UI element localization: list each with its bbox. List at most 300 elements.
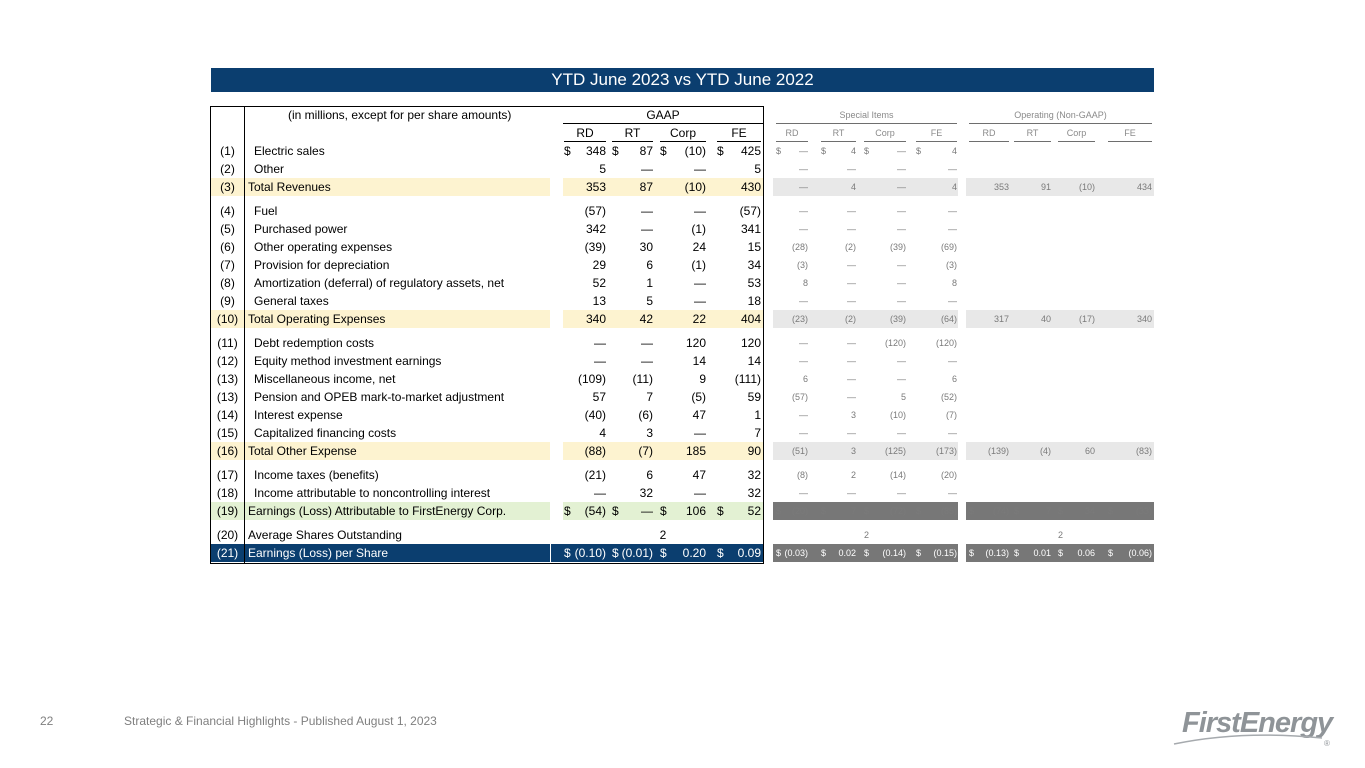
special-dollar-sign: $	[864, 548, 870, 558]
special-value: —	[799, 224, 808, 234]
special-value: —	[799, 356, 808, 366]
operating-value: 40	[1040, 314, 1051, 324]
gaap-dollar-sign: $	[717, 144, 724, 158]
operating-value: 34	[1084, 506, 1095, 516]
special-value: (64)	[940, 314, 957, 324]
special-value: (20)	[791, 506, 808, 516]
special-value: —	[799, 410, 808, 420]
row-number: (14)	[216, 408, 239, 422]
gaap-value: 340	[585, 312, 606, 326]
logo-wordmark: FirstEnergy	[1182, 707, 1333, 739]
special-value: —	[847, 206, 856, 216]
operating-shares-value: 2	[1057, 530, 1063, 540]
special-col-header: Corp	[875, 128, 895, 138]
special-value: —	[799, 428, 808, 438]
special-value: 2	[850, 470, 856, 480]
special-value: —	[847, 428, 856, 438]
gaap-value: 404	[740, 312, 761, 326]
gaap-value: 430	[740, 180, 761, 194]
special-value: (28)	[791, 242, 808, 252]
gaap-value: 52	[592, 276, 606, 290]
gaap-value: —	[694, 204, 706, 218]
gaap-value: (111)	[734, 372, 761, 386]
special-value: —	[948, 488, 957, 498]
gaap-value: —	[594, 336, 606, 350]
table-row	[0, 424, 1365, 442]
gaap-value: 9	[699, 372, 706, 386]
gaap-col-header: RT	[624, 126, 641, 140]
operating-value: 0.01	[1033, 548, 1051, 558]
operating-value: 353	[993, 182, 1009, 192]
gaap-value: —	[641, 504, 653, 518]
table-row	[0, 406, 1365, 424]
special-value: —	[948, 296, 957, 306]
gaap-value: (10)	[684, 144, 706, 158]
special-dollar-sign: $	[821, 548, 827, 558]
firstenergy-logo-svg	[1172, 700, 1342, 748]
special-value: —	[948, 428, 957, 438]
special-group-underline	[776, 123, 957, 124]
table-row	[0, 220, 1365, 238]
gaap-value: 52	[747, 504, 761, 518]
operating-dollar-sign: $	[969, 506, 975, 516]
table-row	[0, 544, 1365, 562]
table-row	[0, 352, 1365, 370]
page-number: 22	[40, 714, 54, 728]
row-number: (19)	[216, 504, 239, 518]
table-row	[0, 292, 1365, 310]
table-row	[0, 466, 1365, 484]
special-value: (39)	[889, 314, 906, 324]
gaap-value: 57	[592, 390, 606, 404]
special-value: 6	[951, 374, 957, 384]
table-row	[0, 388, 1365, 406]
special-value: —	[897, 428, 906, 438]
gaap-value: —	[594, 486, 606, 500]
operating-col-header: RT	[1026, 128, 1039, 138]
special-value: —	[897, 278, 906, 288]
operating-dollar-sign: $	[1108, 506, 1114, 516]
table-row	[0, 442, 1365, 460]
gaap-value: —	[641, 222, 653, 236]
gaap-value: 29	[592, 258, 606, 272]
gaap-col-header: FE	[731, 126, 747, 140]
row-label: Average Shares Outstanding	[248, 528, 402, 542]
gaap-value: 5	[754, 162, 761, 176]
gaap-dollar-sign: $	[612, 546, 619, 560]
gaap-col-header: RD	[576, 126, 594, 140]
special-value: —	[897, 260, 906, 270]
operating-value: (17)	[1078, 314, 1095, 324]
special-items-label: Special Items	[839, 110, 894, 120]
gaap-value: 185	[685, 444, 706, 458]
gaap-value: 47	[692, 468, 706, 482]
operating-value: 91	[1040, 182, 1051, 192]
gaap-value: 42	[639, 312, 653, 326]
special-value: (8)	[797, 470, 808, 480]
special-value: —	[897, 182, 906, 192]
special-value: (69)	[940, 242, 957, 252]
special-value: —	[847, 338, 856, 348]
gaap-value: 0.20	[682, 546, 706, 560]
operating-value: (0.06)	[1128, 548, 1152, 558]
special-dollar-sign: $	[916, 548, 922, 558]
gaap-value: —	[641, 204, 653, 218]
special-dollar-sign: $	[776, 506, 782, 516]
gaap-value: 34	[747, 258, 761, 272]
special-dollar-sign: $	[821, 146, 827, 156]
operating-label: Operating (Non-GAAP)	[1014, 110, 1107, 120]
operating-value: (0.13)	[985, 548, 1009, 558]
gaap-value: (10)	[684, 180, 706, 194]
table-row	[0, 274, 1365, 292]
gaap-group-underline	[563, 123, 763, 124]
row-number: (7)	[220, 258, 235, 272]
table-row	[0, 370, 1365, 388]
special-value: (0.03)	[784, 548, 808, 558]
special-value: 3	[850, 446, 856, 456]
special-value: 0.02	[838, 548, 856, 558]
special-value: —	[799, 146, 808, 156]
special-value: (2)	[845, 314, 856, 324]
gaap-value: 5	[599, 162, 606, 176]
operating-dollar-sign: $	[1014, 506, 1020, 516]
gaap-value: —	[641, 354, 653, 368]
row-number: (6)	[220, 240, 235, 254]
special-value: —	[847, 488, 856, 498]
special-value: (57)	[791, 392, 808, 402]
row-number: (18)	[216, 486, 239, 500]
row-number: (20)	[216, 528, 239, 542]
special-value: (120)	[884, 338, 906, 348]
special-value: —	[847, 164, 856, 174]
special-value: —	[948, 356, 957, 366]
special-dollar-sign: $	[776, 146, 782, 156]
special-value: 8	[951, 278, 957, 288]
special-value: —	[897, 374, 906, 384]
gaap-value: 30	[639, 240, 653, 254]
gaap-value: (88)	[584, 444, 606, 458]
special-value: —	[799, 338, 808, 348]
gaap-value: 18	[747, 294, 761, 308]
special-value: (120)	[935, 338, 957, 348]
row-label: Debt redemption costs	[254, 336, 375, 350]
gaap-value: —	[694, 162, 706, 176]
special-value: —	[799, 164, 808, 174]
row-label: Total Other Expense	[248, 444, 357, 458]
operating-value: (4)	[1040, 446, 1051, 456]
special-value: (51)	[791, 446, 808, 456]
gaap-value: 6	[646, 258, 653, 272]
gaap-value: —	[594, 354, 606, 368]
gaap-dollar-sign: $	[564, 144, 571, 158]
gaap-value: —	[694, 294, 706, 308]
special-value: —	[799, 296, 808, 306]
special-value: —	[799, 182, 808, 192]
special-value: (2)	[845, 242, 856, 252]
gaap-value: 7	[646, 390, 653, 404]
special-value: —	[847, 224, 856, 234]
special-value: (39)	[889, 242, 906, 252]
special-value: —	[847, 260, 856, 270]
header-row-columns	[0, 124, 1365, 142]
gaap-value: 425	[740, 144, 761, 158]
special-value: —	[847, 374, 856, 384]
special-dollar-sign: $	[776, 548, 782, 558]
row-label: Other	[254, 162, 285, 176]
gaap-value: (0.10)	[574, 546, 606, 560]
gaap-value: 22	[692, 312, 706, 326]
row-number: (15)	[216, 426, 239, 440]
special-value: (85)	[940, 506, 957, 516]
gaap-value: —	[694, 486, 706, 500]
operating-value: (139)	[987, 446, 1009, 456]
table-row	[0, 334, 1365, 352]
row-number: (13)	[216, 390, 239, 404]
row-label: Miscellaneous income, net	[254, 372, 396, 386]
gaap-dollar-sign: $	[717, 504, 724, 518]
special-value: —	[948, 164, 957, 174]
gaap-label: GAAP	[646, 108, 680, 122]
special-value: —	[799, 488, 808, 498]
row-label: General taxes	[254, 294, 329, 308]
row-label: Capitalized financing costs	[254, 426, 397, 440]
operating-value: (10)	[1078, 182, 1095, 192]
operating-value: 60	[1084, 446, 1095, 456]
gaap-dollar-sign: $	[660, 144, 667, 158]
special-value: (3)	[946, 260, 957, 270]
special-value: (52)	[940, 392, 957, 402]
operating-value: (33)	[1135, 506, 1152, 516]
gaap-value: 32	[639, 486, 653, 500]
row-number: (5)	[220, 222, 235, 236]
gaap-value: (5)	[691, 390, 706, 404]
gaap-value: (109)	[577, 372, 606, 386]
special-value: 3	[850, 410, 856, 420]
operating-col-header: FE	[1124, 128, 1136, 138]
gaap-value: (6)	[638, 408, 653, 422]
special-dollar-sign: $	[821, 506, 827, 516]
operating-value: (83)	[1135, 446, 1152, 456]
special-value: (10)	[889, 410, 906, 420]
operating-value: 317	[993, 314, 1009, 324]
special-value: 4	[850, 182, 856, 192]
gaap-dollar-sign: $	[660, 504, 667, 518]
special-value: (173)	[935, 446, 957, 456]
special-value: 5	[900, 392, 906, 402]
gaap-value: 0.09	[737, 546, 761, 560]
gaap-value: (0.01)	[621, 546, 653, 560]
operating-group-underline	[969, 123, 1152, 124]
table-row	[0, 238, 1365, 256]
gaap-dollar-sign: $	[564, 504, 571, 518]
special-dollar-sign: $	[916, 146, 922, 156]
gaap-col-header: Corp	[669, 126, 696, 140]
table-row	[0, 502, 1365, 520]
gaap-dollar-sign: $	[564, 546, 571, 560]
special-col-header: RT	[832, 128, 845, 138]
gaap-value: (11)	[632, 372, 653, 386]
special-col-header: FE	[930, 128, 943, 138]
row-label: Total Operating Expenses	[248, 312, 386, 326]
special-value: (3)	[797, 260, 808, 270]
gaap-dollar-sign: $	[660, 546, 667, 560]
special-shares-value: 2	[863, 530, 869, 540]
gaap-value: 13	[592, 294, 606, 308]
row-number: (16)	[216, 444, 239, 458]
table-row	[0, 160, 1365, 178]
special-value: (0.14)	[882, 548, 906, 558]
special-dollar-sign: $	[864, 146, 870, 156]
row-label: Pension and OPEB mark-to-market adjustment	[254, 390, 505, 404]
row-label: Other operating expenses	[254, 240, 393, 254]
special-value: (7)	[946, 410, 957, 420]
table-row	[0, 526, 1365, 544]
gaap-value: (40)	[584, 408, 606, 422]
row-label: Earnings (Loss) per Share	[248, 546, 389, 560]
row-label: Income taxes (benefits)	[254, 468, 379, 482]
row-number: (4)	[220, 204, 235, 218]
gaap-shares-value: 2	[659, 528, 667, 542]
gaap-value: 24	[692, 240, 706, 254]
row-number: (10)	[216, 312, 239, 326]
row-number: (17)	[216, 468, 239, 482]
firstenergy-logo	[1172, 700, 1342, 753]
gaap-value: (57)	[584, 204, 606, 218]
gaap-value: 14	[692, 354, 706, 368]
gaap-value: (7)	[638, 444, 653, 458]
row-number: (3)	[220, 180, 235, 194]
operating-value: 0.06	[1077, 548, 1095, 558]
gaap-value: 32	[747, 486, 761, 500]
gaap-value: (1)	[691, 258, 706, 272]
gaap-value: (54)	[584, 504, 606, 518]
row-number: (1)	[220, 144, 235, 158]
special-value: —	[847, 392, 856, 402]
gaap-value: 15	[747, 240, 761, 254]
operating-value: 434	[1136, 182, 1152, 192]
gaap-value: 7	[754, 426, 761, 440]
special-value: —	[897, 164, 906, 174]
operating-col-header: RD	[982, 128, 996, 138]
line-number-separator	[244, 106, 245, 564]
gaap-value: (1)	[691, 222, 706, 236]
gaap-value: 106	[685, 504, 706, 518]
special-value: —	[897, 224, 906, 234]
gaap-value: 1	[754, 408, 761, 422]
gaap-value: 120	[740, 336, 761, 350]
row-number: (9)	[220, 294, 235, 308]
special-value: —	[799, 206, 808, 216]
special-value: —	[948, 206, 957, 216]
table-row	[0, 202, 1365, 220]
operating-dollar-sign: $	[969, 548, 975, 558]
operating-col-header: Corp	[1066, 128, 1087, 138]
gaap-value: 341	[740, 222, 761, 236]
gaap-value: 353	[585, 180, 606, 194]
gaap-value: 87	[639, 180, 653, 194]
special-value: —	[897, 206, 906, 216]
special-value: —	[897, 488, 906, 498]
row-label: Income attributable to noncontrolling interest	[254, 486, 491, 500]
table-row	[0, 256, 1365, 274]
special-value: —	[897, 296, 906, 306]
gaap-value: —	[694, 276, 706, 290]
header-row-groups	[0, 106, 1365, 124]
row-number: (8)	[220, 276, 235, 290]
row-label: Interest expense	[254, 408, 343, 422]
row-number: (13)	[216, 372, 239, 386]
special-value: (125)	[884, 446, 906, 456]
special-value: (20)	[940, 470, 957, 480]
gaap-value: 348	[585, 144, 606, 158]
logo-reg-mark: ®	[1324, 739, 1330, 748]
special-value: (0.15)	[933, 548, 957, 558]
gaap-value: (39)	[584, 240, 606, 254]
row-label: Purchased power	[254, 222, 348, 236]
special-dollar-sign: $	[916, 506, 922, 516]
gaap-value: 59	[747, 390, 761, 404]
special-value: (23)	[791, 314, 808, 324]
operating-dollar-sign: $	[1108, 548, 1114, 558]
operating-dollar-sign: $	[1014, 548, 1020, 558]
section-title-banner: YTD June 2023 vs YTD June 2022	[211, 68, 1154, 92]
gaap-value: 120	[685, 336, 706, 350]
row-label: Electric sales	[254, 144, 325, 158]
operating-dollar-sign: $	[1058, 548, 1064, 558]
operating-value: 7	[1045, 506, 1051, 516]
row-number: (12)	[216, 354, 239, 368]
special-value: 4	[850, 146, 856, 156]
special-value: —	[847, 356, 856, 366]
special-value: —	[948, 224, 957, 234]
gaap-value: 14	[747, 354, 761, 368]
special-col-header: RD	[785, 128, 799, 138]
special-value: 8	[802, 278, 808, 288]
row-number: (11)	[217, 336, 238, 350]
gaap-value: 32	[747, 468, 761, 482]
row-label: Equity method investment earnings	[254, 354, 442, 368]
special-value: 4	[951, 146, 957, 156]
operating-value: 340	[1136, 314, 1152, 324]
row-label: Amortization (deferral) of regulatory assets, net	[254, 276, 505, 290]
row-number: (21)	[216, 546, 239, 560]
row-label: Earnings (Loss) Attributable to FirstEnergy Corp.	[248, 504, 507, 518]
gaap-value: 90	[747, 444, 761, 458]
row-label: Total Revenues	[248, 180, 331, 194]
special-value: (72)	[889, 506, 906, 516]
special-value: (14)	[889, 470, 906, 480]
special-value: 6	[802, 374, 808, 384]
gaap-value: 5	[646, 294, 653, 308]
footer-text: Strategic & Financial Highlights - Published August 1, 2023	[124, 714, 437, 728]
gaap-value: 87	[639, 144, 653, 158]
table-row	[0, 310, 1365, 328]
table-row	[0, 178, 1365, 196]
special-value: —	[847, 296, 856, 306]
gaap-value: —	[641, 336, 653, 350]
table-row	[0, 484, 1365, 502]
special-dollar-sign: $	[864, 506, 870, 516]
row-number: (2)	[220, 162, 235, 176]
gaap-value: 3	[646, 426, 653, 440]
gaap-dollar-sign: $	[717, 546, 724, 560]
gaap-value: 53	[747, 276, 761, 290]
special-value: 7	[850, 506, 856, 516]
gaap-value: 6	[646, 468, 653, 482]
gaap-value: (21)	[584, 468, 606, 482]
row-label: Provision for depreciation	[254, 258, 390, 272]
